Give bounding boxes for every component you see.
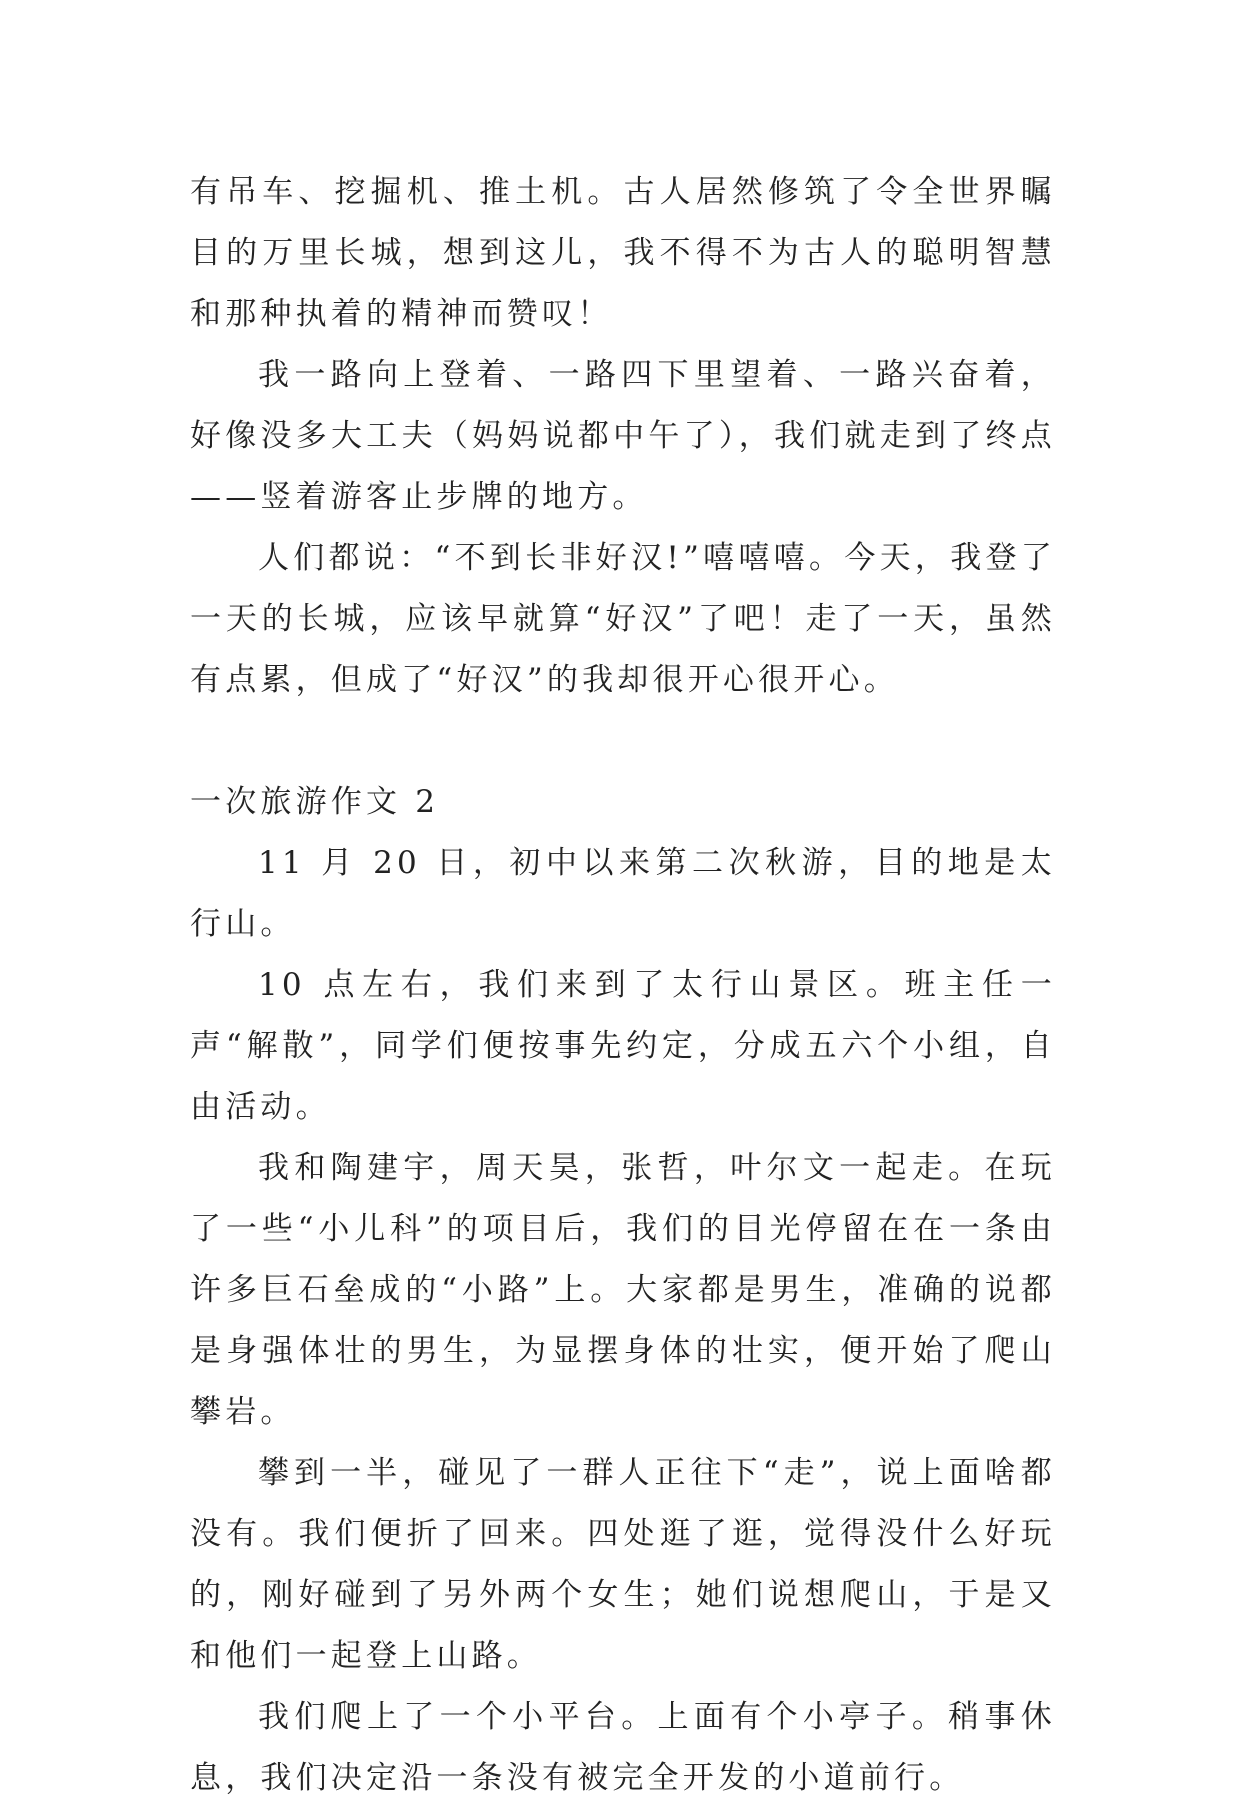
paragraph: 攀到一半，碰见了一群人正往下“走”，说上面啥都没有。我们便折了回来。四处逛了逛，觉得没什么好玩的，刚好碰到了另外两个女生；她们说想爬山，于是又和他们一起登上山路。	[190, 1455, 1056, 1674]
section-title: 一次旅游作文 2	[190, 784, 440, 820]
paragraph: 我一路向上登着、一路四下里望着、一路兴奋着，好像没多大工夫（妈妈说都中午了），我们就走到了终点——竖着游客止步牌的地方。	[190, 357, 1056, 515]
paragraph: 人们都说：“不到长非好汉!”嘻嘻嘻。今天，我登了一天的长城，应该早就算“好汉”了吧！走了一天，虽然有点累，但成了“好汉”的我却很开心很开心。	[190, 540, 1056, 698]
paragraph: 10 点左右，我们来到了太行山景区。班主任一声“解散”，同学们便按事先约定，分成五六个小组，自由活动。	[190, 967, 1056, 1125]
paragraph: 我和陶建宇，周天昊，张哲，叶尔文一起走。在玩了一些“小儿科”的项目后，我们的目光停留在在一条由许多巨石垒成的“小路”上。大家都是男生，准确的说都是身强体壮的男生，为显摆身体的壮实，便开始了爬山攀岩。	[190, 1150, 1056, 1430]
paragraph: 我们爬上了一个小平台。上面有个小亭子。稍事休息，我们决定沿一条没有被完全开发的小道前行。	[190, 1699, 1056, 1796]
document-body	[190, 162, 1056, 1809]
paragraph: 11 月 20 日，初中以来第二次秋游，目的地是太行山。	[190, 845, 1056, 942]
paragraph-continued: 有吊车、挖掘机、推土机。古人居然修筑了令全世界瞩目的万里长城，想到这儿，我不得不为古人的聪明智慧和那种执着的精神而赞叹！	[190, 174, 1056, 332]
